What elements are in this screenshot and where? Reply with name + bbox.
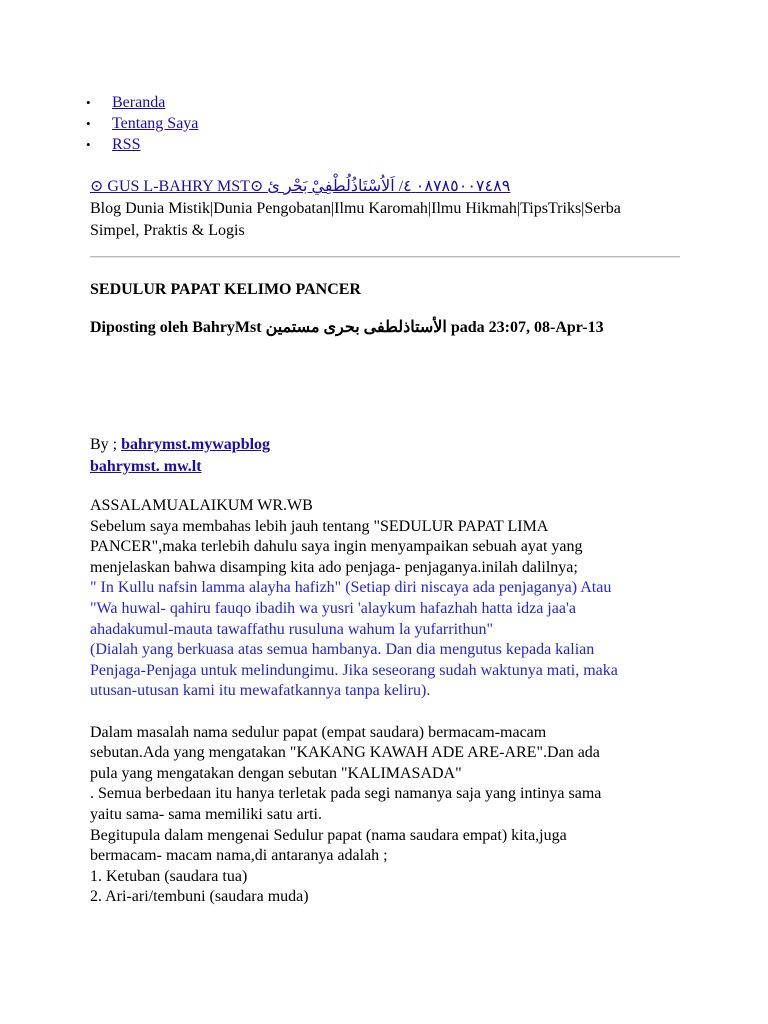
header-divider [90, 256, 680, 258]
nav-item-tentang-saya [86, 113, 199, 134]
text-line: menjelaskan bahwa disamping kita ado penjaga- penjaganya.inilah dalilnya; [90, 558, 578, 576]
list-item: 1. Ketuban (saudara tua) [90, 867, 248, 885]
text-line: yaitu sama- sama memiliki satu arti. [90, 805, 322, 823]
byline-link-mywapblog[interactable]: bahrymst.mywapblog [121, 436, 271, 453]
nav-item-beranda [86, 92, 198, 113]
quote-line: Penjaga-Penjaga untuk melindungimu. Jika seseorang sudah waktunya mati, maka [90, 661, 618, 679]
nav-link-beranda[interactable]: Beranda [112, 94, 166, 111]
text-line: ASSALAMUALAIKUM WR.WB [90, 497, 313, 514]
nav-item-rss [86, 134, 198, 155]
tagline-line: Blog Dunia Mistik|Dunia Pengobatan|Ilmu Karomah|Ilmu Hikmah|TipsTriks|Serba [90, 200, 621, 217]
text-line: . Semua berbedaan itu hanya terletak pada segi namanya saja yang intinya sama [90, 785, 602, 803]
quote-line: " In Kullu nafsin lamma alayha hafizh" (Setiap diri niscaya ada penjaganya) Atau [90, 579, 612, 597]
quote-line: ahadakumul-mauta tawaffathu rusuluna wahum la yufarrithun" [90, 620, 493, 638]
tagline-line: Simpel, Praktis & Logis [90, 222, 245, 239]
nav-list [86, 92, 199, 155]
byline-prefix: By ; [90, 436, 122, 453]
text-line: pula yang mengatakan dengan sebutan "KALIMASADA" [90, 764, 462, 782]
nav-link-rss[interactable]: RSS [112, 136, 141, 153]
text-line: Begitupula dalam mengenai Sedulur papat (nama saudara empat) kita,juga [90, 826, 567, 844]
quote-line: "Wa huwal- qahiru fauqo ibadih wa yusri 'alaykum hafazhah hatta idza jaa'a [90, 599, 576, 617]
blog-title-link[interactable]: ⊙ GUS L-BAHRY MST⊙ ٠٨٧٨٥٠٠٧٤٨٩ ٤/ اَلاُسْتَاذُلُطْفِيْ بَحْر ئ [90, 178, 511, 195]
post-byline [90, 434, 270, 478]
byline-link-mwlt[interactable]: bahrymst. mw.lt [90, 458, 202, 475]
post-content [90, 496, 690, 908]
text-line: PANCER",maka terlebih dahulu saya ingin menyampaikan sebuah ayat yang [90, 538, 583, 556]
bullet-icon: • [86, 137, 91, 152]
text-line: bermacam- macam nama,di antaranya adalah ; [90, 847, 388, 865]
bullet-icon: • [86, 116, 91, 131]
quote-line: (Dialah yang berkuasa atas semua hambanya. Dan dia mengutus kepada kalian [90, 641, 595, 659]
post-meta: Diposting oleh BahryMst الأستاذلطفى بحرى مستمين pada 23:07, 08-Apr-13 [90, 319, 604, 336]
post-title: SEDULUR PAPAT KELIMO PANCER [90, 281, 361, 298]
paragraph-gap [90, 702, 690, 723]
text-line: sebutan.Ada yang mengatakan "KAKANG KAWAH ADE ARE-ARE".Dan ada [90, 744, 600, 762]
quote-line: utusan-utusan kami itu mewafatkannya tanpa keliru). [90, 682, 431, 700]
text-line: Sebelum saya membahas lebih jauh tentang "SEDULUR PAPAT LIMA [90, 517, 549, 535]
blog-title [90, 176, 680, 197]
blog-tagline [90, 198, 690, 242]
bullet-icon: • [86, 95, 91, 110]
nav-link-tentang-saya[interactable]: Tentang Saya [112, 115, 199, 132]
list-item: 2. Ari-ari/tembuni (saudara muda) [90, 888, 309, 906]
text-line: Dalam masalah nama sedulur papat (empat saudara) bermacam-macam [90, 723, 547, 741]
